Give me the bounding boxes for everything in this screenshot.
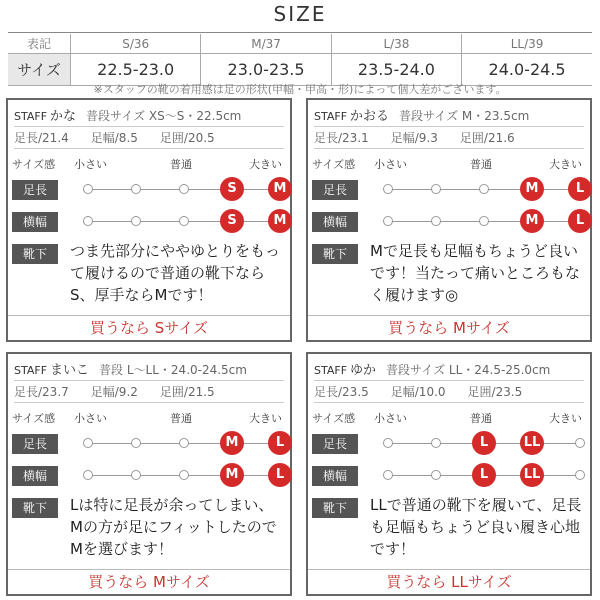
size-marker: L	[472, 431, 496, 455]
page-title: SIZE	[273, 2, 327, 26]
scale-dot	[431, 184, 441, 194]
size-marker: L	[472, 463, 496, 487]
size-marker: LL	[520, 431, 544, 455]
size-column-label: LL/39	[510, 36, 544, 51]
staff-name: ゆか	[350, 363, 377, 378]
size-table-row-label: サイズ	[8, 54, 71, 86]
staff-tag: STAFF	[14, 110, 48, 123]
size-marker: M	[220, 431, 244, 455]
size-marker: M	[220, 463, 244, 487]
size-range: 23.0-23.5	[201, 54, 331, 86]
size-scale	[388, 432, 580, 456]
staff-header	[314, 359, 584, 378]
size-table	[8, 34, 592, 86]
usual-size: 普段サイズ M・23.5cm	[399, 109, 530, 123]
scale-dot	[131, 438, 141, 448]
scale-dot	[383, 184, 393, 194]
scale-header	[12, 410, 284, 426]
size-marker: LL	[520, 463, 544, 487]
scale-title: サイズ感	[12, 158, 56, 171]
scale-dot	[431, 216, 441, 226]
scale-dot	[83, 216, 93, 226]
size-marker: M	[268, 209, 292, 233]
scale-row-label: 足長	[312, 434, 358, 454]
foot-measurements	[314, 126, 584, 149]
foot-length: 足長/23.7	[14, 385, 69, 399]
scale-row-label: 足長	[12, 180, 58, 200]
foot-width: 足幅/10.0	[390, 385, 446, 399]
foot-girth: 足囲/23.5	[467, 385, 523, 399]
scale-dot	[479, 216, 489, 226]
scale-dot	[383, 438, 393, 448]
recommended-size: 買うなら Mサイズ	[8, 569, 290, 594]
scale-dot	[83, 470, 93, 480]
size-marker: S	[220, 177, 244, 201]
staff-name: まいこ	[50, 363, 90, 378]
size-range: 22.5-23.0	[71, 54, 201, 86]
scale-dot	[575, 438, 585, 448]
usual-size: 普段サイズ XS〜S・22.5cm	[86, 109, 242, 123]
scale-dot	[179, 216, 189, 226]
foot-width: 足幅/9.3	[390, 131, 438, 145]
size-scale	[388, 210, 585, 234]
scale-dot	[131, 216, 141, 226]
staff-tag: STAFF	[14, 364, 48, 377]
recommended-size: 買うなら LLサイズ	[308, 569, 590, 594]
scale-normal-label: 普通	[170, 158, 192, 171]
title-divider	[8, 32, 592, 33]
staff-comment: LLで普通の靴下を履いて、足長も足幅もちょうど良い履き心地です！	[370, 496, 582, 558]
scale-title: サイズ感	[312, 158, 356, 171]
scale-normal-label: 普通	[470, 158, 492, 171]
size-marker: M	[520, 209, 544, 233]
scale-normal-label: 普通	[470, 412, 492, 425]
size-column-label: M/37	[201, 34, 331, 54]
size-marker: L	[568, 177, 592, 201]
staff-tag: STAFF	[314, 110, 348, 123]
scale-dot	[479, 184, 489, 194]
size-marker: L	[268, 463, 292, 487]
staff-header	[14, 359, 284, 378]
staff-header	[314, 105, 584, 124]
scale-dot	[131, 470, 141, 480]
scale-big-label: 大きい	[549, 158, 582, 171]
scale-dot	[83, 184, 93, 194]
foot-length: 足長/21.4	[14, 131, 69, 145]
size-column-label: S/36	[71, 34, 201, 54]
size-marker: L	[568, 209, 592, 233]
scale-row-label: 横幅	[12, 466, 58, 486]
staff-name: かおる	[350, 109, 390, 124]
size-column-label: L/38	[331, 34, 461, 54]
size-scale	[88, 210, 287, 234]
foot-measurements	[314, 380, 584, 403]
scale-big-label: 大きい	[249, 412, 282, 425]
fit-disclaimer-note: ※スタッフの靴の着用感は足の形状(甲幅・甲高・形)によって個人差がございます。	[93, 83, 507, 96]
scale-row-label: 靴下	[12, 244, 58, 264]
scale-row-label: 横幅	[312, 466, 358, 486]
size-marker: M	[268, 177, 292, 201]
staff-comment: つま先部分にややゆとりをもって履けるので普通の靴下ならS、厚手ならMです！	[70, 242, 281, 304]
scale-header	[12, 156, 284, 172]
foot-width: 足幅/8.5	[90, 131, 138, 145]
scale-dot	[383, 216, 393, 226]
size-scale	[388, 464, 580, 488]
staff-card	[6, 352, 292, 596]
scale-dot	[431, 470, 441, 480]
staff-comment: Mで足長も足幅もちょうど良いです！当たって痛いところもなく履けます◎	[370, 242, 581, 304]
staff-comment: Lは特に足長が余ってしまい、Mの方が足にフィットしたのでMを選びます！	[70, 496, 277, 558]
scale-dot	[431, 438, 441, 448]
scale-header	[312, 156, 584, 172]
size-scale	[388, 178, 585, 202]
scale-dot	[383, 470, 393, 480]
foot-girth: 足囲/21.5	[159, 385, 215, 399]
scale-big-label: 大きい	[249, 158, 282, 171]
size-marker: L	[268, 431, 292, 455]
size-range: 24.0-24.5	[462, 54, 592, 86]
scale-title: サイズ感	[312, 412, 356, 425]
staff-header	[14, 105, 284, 124]
staff-tag: STAFF	[314, 364, 348, 377]
size-scale	[88, 432, 285, 456]
scale-header	[312, 410, 584, 426]
scale-row-label: 横幅	[312, 212, 358, 232]
scale-title: サイズ感	[12, 412, 56, 425]
scale-row-label: 横幅	[12, 212, 58, 232]
scale-row-label: 靴下	[12, 498, 58, 518]
scale-small-label: 小さい	[374, 412, 407, 425]
scale-small-label: 小さい	[74, 158, 107, 171]
recommended-size: 買うなら Mサイズ	[308, 315, 590, 340]
staff-card	[306, 98, 592, 342]
recommended-size: 買うなら Sサイズ	[8, 315, 290, 340]
scale-dot	[179, 184, 189, 194]
scale-row-label: 足長	[312, 180, 358, 200]
foot-length: 足長/23.5	[314, 385, 369, 399]
scale-big-label: 大きい	[549, 412, 582, 425]
usual-size: 普段サイズ LL・24.5-25.0cm	[386, 363, 551, 377]
size-table-header-row	[8, 34, 592, 54]
foot-measurements	[14, 380, 284, 403]
size-range: 23.5-24.0	[331, 54, 461, 86]
foot-width: 足幅/9.2	[90, 385, 138, 399]
scale-row-label: 足長	[12, 434, 58, 454]
staff-name: かな	[50, 109, 77, 124]
scale-row-label: 靴下	[312, 498, 358, 518]
staff-card	[306, 352, 592, 596]
scale-dot	[131, 184, 141, 194]
scale-small-label: 小さい	[74, 412, 107, 425]
scale-dot	[179, 438, 189, 448]
staff-card	[6, 98, 292, 342]
size-scale	[88, 178, 287, 202]
scale-row-label: 靴下	[312, 244, 358, 264]
scale-normal-label: 普通	[170, 412, 192, 425]
size-scale	[88, 464, 285, 488]
size-marker: M	[520, 177, 544, 201]
scale-dot	[179, 470, 189, 480]
foot-length: 足長/23.1	[314, 131, 369, 145]
foot-measurements	[14, 126, 284, 149]
usual-size: 普段 L〜LL・24.0-24.5cm	[99, 363, 247, 377]
foot-girth: 足囲/21.6	[459, 131, 515, 145]
foot-girth: 足囲/20.5	[159, 131, 215, 145]
size-marker: S	[220, 209, 244, 233]
scale-dot	[575, 470, 585, 480]
size-table-header-label: 表記	[8, 34, 71, 54]
scale-dot	[83, 438, 93, 448]
scale-small-label: 小さい	[374, 158, 407, 171]
